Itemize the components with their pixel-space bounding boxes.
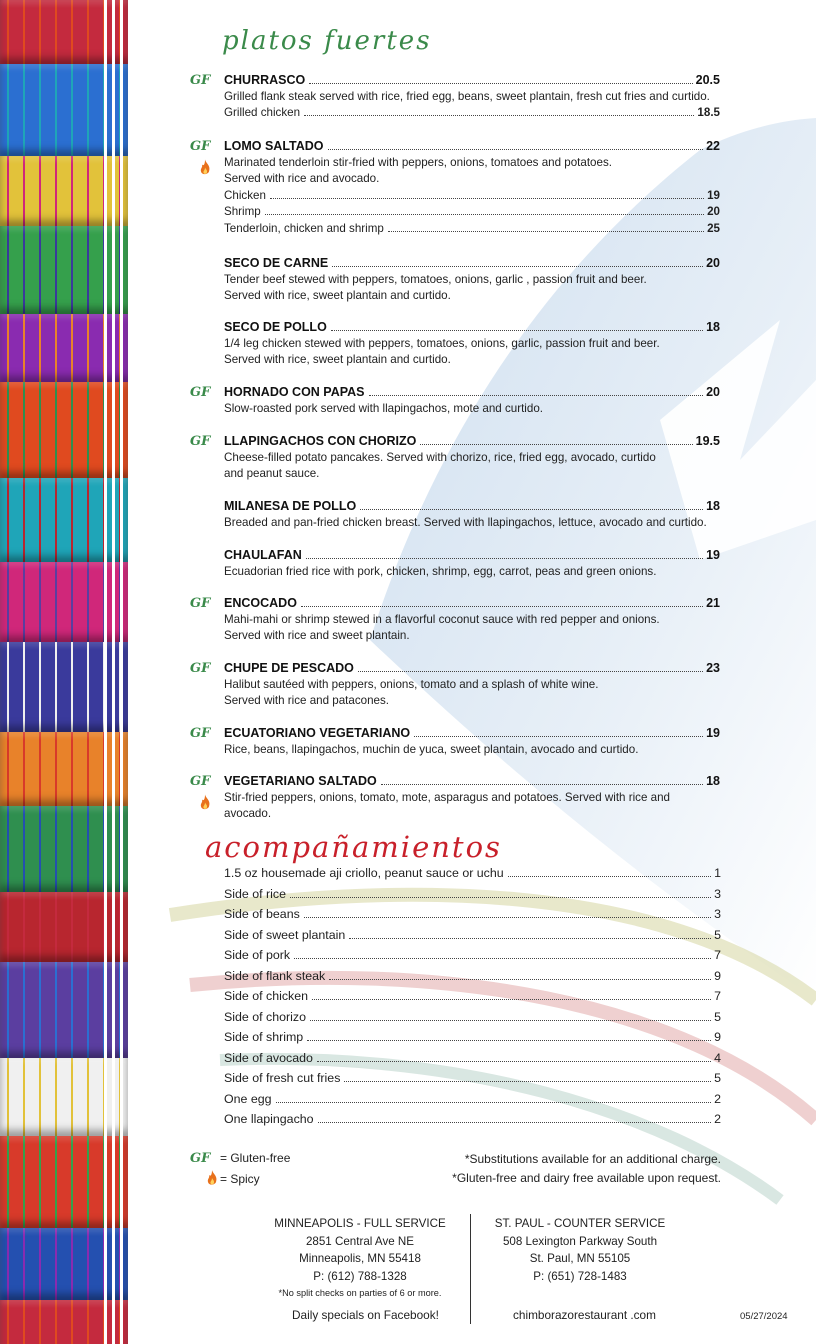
gf-icon: GF <box>190 139 211 154</box>
side-item-price: 3 <box>714 907 721 921</box>
dot-leader <box>304 917 711 918</box>
dot-leader <box>301 606 703 607</box>
side-item-label: Side of rice <box>224 886 286 901</box>
menu-item-description: Ecuadorian fried rice with pork, chicken, shrimp, egg, carrot, peas and green onions. <box>224 564 657 578</box>
menu-item <box>224 660 720 710</box>
gf-icon: GF <box>190 726 211 741</box>
option-price: 25 <box>707 221 720 235</box>
side-item <box>224 948 721 969</box>
menu-item-name: MILANESA DE POLLO <box>224 499 357 513</box>
border-stripe <box>120 0 123 1344</box>
menu-item-title <box>224 725 720 742</box>
menu-item-price: 23 <box>706 661 720 675</box>
textile-band <box>0 642 128 732</box>
menu-item <box>224 547 720 580</box>
side-item <box>224 887 721 908</box>
gf-icon: GF <box>190 596 211 611</box>
side-item-label: Side of sweet plantain <box>224 927 346 942</box>
gf-icon: GF <box>190 774 211 789</box>
gf-icon: GF <box>190 434 211 449</box>
side-item-price: 2 <box>714 1112 721 1126</box>
menu-item-name: LLAPINGACHOS CON CHORIZO <box>224 434 417 448</box>
menu-item-description: Grilled flank steak served with rice, fried egg, beans, sweet plantain, fresh cut fries and curtido. <box>224 89 710 103</box>
menu-item-name: SECO DE POLLO <box>224 320 327 334</box>
side-item-price: 5 <box>714 1009 721 1024</box>
menu-item-option <box>224 221 720 238</box>
menu-item-price: 22 <box>706 139 720 153</box>
menu-item-title <box>224 595 720 612</box>
dot-leader <box>310 1020 711 1021</box>
menu-item-name: VEGETARIANO SALTADO <box>224 774 377 788</box>
location-address: 508 Lexington Parkway South <box>502 1234 658 1248</box>
menu-item-option <box>224 188 720 205</box>
menu-item-title <box>224 138 720 155</box>
location-st-paul <box>480 1215 680 1285</box>
location-divider <box>470 1214 471 1324</box>
dot-leader <box>369 395 704 396</box>
dot-leader <box>414 736 703 737</box>
gf-icon: GF <box>190 1150 211 1166</box>
dot-leader <box>265 214 704 215</box>
location-phone: P: (612) 788-1328 <box>313 1269 407 1283</box>
side-item-label: One egg <box>224 1091 272 1106</box>
menu-item-name: CHAULAFAN <box>224 548 302 562</box>
menu-item-description: Tender beef stewed with peppers, tomatoes, onions, garlic , passion fruit and beer. <box>224 272 647 286</box>
dot-leader <box>344 1081 711 1082</box>
dot-leader <box>290 897 711 898</box>
border-stripe <box>104 0 107 1344</box>
menu-item-description: Rice, beans, llapingachos, muchin de yuca, sweet plantain, avocado and curtido. <box>224 742 639 756</box>
gf-icon: GF <box>190 385 211 400</box>
menu-item-description: Slow-roasted pork served with llapingachos, mote and curtido. <box>224 401 543 415</box>
dot-leader <box>381 784 703 785</box>
dot-leader <box>360 509 703 510</box>
menu-item-title <box>224 498 720 515</box>
dot-leader <box>329 979 711 980</box>
dot-leader <box>307 1040 711 1041</box>
side-item-price: 7 <box>714 948 721 962</box>
menu-item-description: Served with rice, sweet plantain and curtido. <box>224 289 451 302</box>
side-item-label: Side of avocado <box>224 1050 313 1065</box>
menu-item-description: Mahi-mahi or shrimp stewed in a flavorful coconut sauce with red pepper and onions. <box>224 612 660 626</box>
dot-leader <box>309 83 692 84</box>
menu-item <box>224 384 720 417</box>
menu-item-description: Served with rice, sweet plantain and curtido. <box>224 353 451 366</box>
menu-item-description: Marinated tenderloin stir-fried with peppers, onions, tomatoes and potatoes. <box>224 155 612 169</box>
textile-band <box>0 226 128 314</box>
flame-icon <box>190 1170 220 1189</box>
location-phone: P: (651) 728-1483 <box>533 1269 627 1283</box>
menu-item-title <box>224 547 720 564</box>
dot-leader <box>420 444 692 445</box>
gf-icon: GF <box>190 73 211 88</box>
side-item-price: 3 <box>714 886 721 901</box>
dot-leader <box>332 266 703 267</box>
textile-band <box>0 806 128 892</box>
textile-band <box>0 732 128 806</box>
menu-item-name: CHUPE DE PESCADO <box>224 661 354 675</box>
menu-item-title <box>224 433 720 450</box>
side-item-price: 2 <box>714 1091 721 1106</box>
menu-item-price: 20 <box>706 256 720 270</box>
menu-item-title <box>224 384 720 401</box>
menu-item-title <box>224 660 720 677</box>
side-item-label: 1.5 oz housemade aji criollo, peanut sauce or uchu <box>224 866 504 880</box>
side-item-label: Side of flank steak <box>224 968 326 983</box>
option-label: Chicken <box>224 188 266 202</box>
dot-leader <box>328 149 704 150</box>
menu-item-price: 21 <box>706 596 720 610</box>
menu-item-price: 19 <box>706 726 720 740</box>
dot-leader <box>276 1102 712 1103</box>
menu-item-option <box>224 105 720 122</box>
textile-band <box>0 382 128 478</box>
option-price: 20 <box>707 205 720 218</box>
menu-item-description: Served with rice and patacones. <box>224 694 389 707</box>
textile-band <box>0 156 128 226</box>
menu-item-description: 1/4 leg chicken stewed with peppers, tomatoes, onions, garlic, passion fruit and beer. <box>224 336 660 350</box>
menu-item <box>224 773 720 823</box>
side-item-label: Side of chorizo <box>224 1009 306 1024</box>
side-item <box>224 1112 721 1133</box>
textile-band <box>0 1058 128 1136</box>
side-item-label: Side of chicken <box>224 989 309 1003</box>
note-gluten-free: *Gluten-free and dairy free available upon request. <box>452 1171 721 1185</box>
menu-item-price: 20.5 <box>695 73 720 87</box>
menu-item-price: 19 <box>706 548 720 562</box>
menu-item-name: SECO DE CARNE <box>224 256 329 270</box>
location-title: ST. PAUL - COUNTER SERVICE <box>494 1217 666 1230</box>
side-item-label: One llapingacho <box>224 1112 314 1126</box>
side-item <box>224 1010 721 1031</box>
dot-leader <box>312 999 711 1000</box>
dot-leader <box>270 198 704 199</box>
side-item-price: 9 <box>714 1030 721 1044</box>
menu-item-name: LOMO SALTADO <box>224 139 324 153</box>
menu-item-name: ENCOCADO <box>224 596 297 610</box>
menu-item-title <box>224 773 720 790</box>
menu-item-price: 20 <box>706 385 720 399</box>
menu-item-option <box>224 204 720 221</box>
textile-band <box>0 314 128 382</box>
side-item-label: Side of beans <box>224 907 300 921</box>
gf-icon: GF <box>190 661 211 676</box>
menu-item-price: 18 <box>706 499 720 513</box>
side-item-price: 5 <box>714 927 721 942</box>
side-item <box>224 1030 721 1051</box>
side-item <box>224 866 721 887</box>
menu-item <box>224 595 720 645</box>
option-label: Tenderloin, chicken and shrimp <box>224 221 384 235</box>
dot-leader <box>318 1122 712 1123</box>
option-price: 19 <box>707 188 720 202</box>
sides-heading: acompañamientos <box>205 830 502 864</box>
menu-item <box>224 725 720 758</box>
flame-icon <box>199 159 211 176</box>
menu-item-name: ECUATORIANO VEGETARIANO <box>224 726 411 740</box>
menu-item <box>224 498 720 531</box>
menu-item-price: 18 <box>706 320 720 334</box>
textile-band <box>0 64 128 156</box>
location-city: Minneapolis, MN 55418 <box>299 1252 421 1265</box>
location-note: *No split checks on parties of 6 or more. <box>278 1288 442 1298</box>
side-item <box>224 1092 721 1113</box>
side-item-price: 4 <box>714 1050 721 1065</box>
dot-leader <box>304 115 694 116</box>
menu-item <box>224 433 720 483</box>
location-minneapolis <box>260 1215 460 1303</box>
dot-leader <box>388 231 704 232</box>
side-item <box>224 1071 721 1092</box>
side-item <box>224 928 721 949</box>
side-item-label: Side of pork <box>224 948 291 962</box>
menu-item-description: Cheese-filled potato pancakes. Served with chorizo, rice, fried egg, avocado, curtido <box>224 450 656 464</box>
menu-item-title <box>224 319 720 336</box>
facebook-note: Daily specials on Facebook! <box>292 1308 439 1322</box>
notes <box>420 1150 721 1188</box>
menu-item-title <box>224 255 720 272</box>
textile-band <box>0 1300 128 1344</box>
menu-item-description: Breaded and pan-fried chicken breast. Served with llapingachos, lettuce, avocado and curtido. <box>224 515 707 529</box>
menu-item <box>224 255 720 305</box>
option-label: Grilled chicken <box>224 106 301 119</box>
side-item-label: Side of fresh cut fries <box>224 1071 341 1085</box>
textile-band <box>0 1228 128 1300</box>
side-item-label: Side of shrimp <box>224 1030 304 1044</box>
menu-date: 05/27/2024 <box>740 1311 788 1322</box>
textile-band <box>0 0 128 64</box>
menu-item-name: CHURRASCO <box>224 73 306 87</box>
option-label: Shrimp <box>224 205 261 218</box>
menu-item-title <box>224 72 720 89</box>
location-address: 2851 Central Ave NE <box>305 1234 415 1248</box>
border-stripe <box>112 0 115 1344</box>
menu-item <box>224 319 720 369</box>
menu-item-description: and peanut sauce. <box>224 467 320 480</box>
note-substitutions: *Substitutions available for an additional charge. <box>464 1152 721 1166</box>
textile-band <box>0 562 128 642</box>
menu-item-price: 19.5 <box>695 434 720 448</box>
textile-band <box>0 962 128 1058</box>
dot-leader <box>331 330 703 331</box>
sides-list <box>224 866 721 1133</box>
textile-border <box>0 0 128 1344</box>
side-item <box>224 969 721 990</box>
textile-band <box>0 478 128 562</box>
main-dishes-heading: platos fuertes <box>222 26 432 56</box>
option-price: 18.5 <box>697 106 720 119</box>
side-item <box>224 907 721 928</box>
menu-item-description: Served with rice and sweet plantain. <box>224 629 410 642</box>
dot-leader <box>508 876 711 877</box>
dot-leader <box>349 938 711 939</box>
menu-item-name: HORNADO CON PAPAS <box>224 385 365 399</box>
legend <box>190 1148 290 1190</box>
menu-item-description: Stir-fried peppers, onions, tomato, mote, asparagus and potatoes. Served with rice and avocado. <box>224 790 670 820</box>
side-item-price: 5 <box>714 1071 721 1085</box>
menu-item-description: Served with rice and avocado. <box>224 172 380 185</box>
menu-item-description: Halibut sautéed with peppers, onions, tomato and a splash of white wine. <box>224 677 599 691</box>
menu-item <box>224 72 720 122</box>
side-item-price: 1 <box>714 866 721 880</box>
textile-band <box>0 1136 128 1228</box>
menu-item <box>224 138 720 237</box>
dot-leader <box>306 558 703 559</box>
dot-leader <box>294 958 711 959</box>
dot-leader <box>317 1061 711 1062</box>
website-link[interactable]: chimborazorestaurant .com <box>513 1308 656 1322</box>
spicy-legend-label: = Spicy <box>220 1172 260 1186</box>
side-item-price: 9 <box>714 968 721 983</box>
textile-band <box>0 892 128 962</box>
flame-icon <box>199 794 211 811</box>
gf-legend-label: = Gluten-free <box>220 1151 291 1165</box>
location-title: MINNEAPOLIS - FULL SERVICE <box>274 1217 446 1230</box>
location-city: St. Paul, MN 55105 <box>529 1252 631 1265</box>
dot-leader <box>358 671 703 672</box>
side-item-price: 7 <box>714 989 721 1003</box>
side-item <box>224 989 721 1010</box>
menu-item-price: 18 <box>706 774 720 788</box>
side-item <box>224 1051 721 1072</box>
